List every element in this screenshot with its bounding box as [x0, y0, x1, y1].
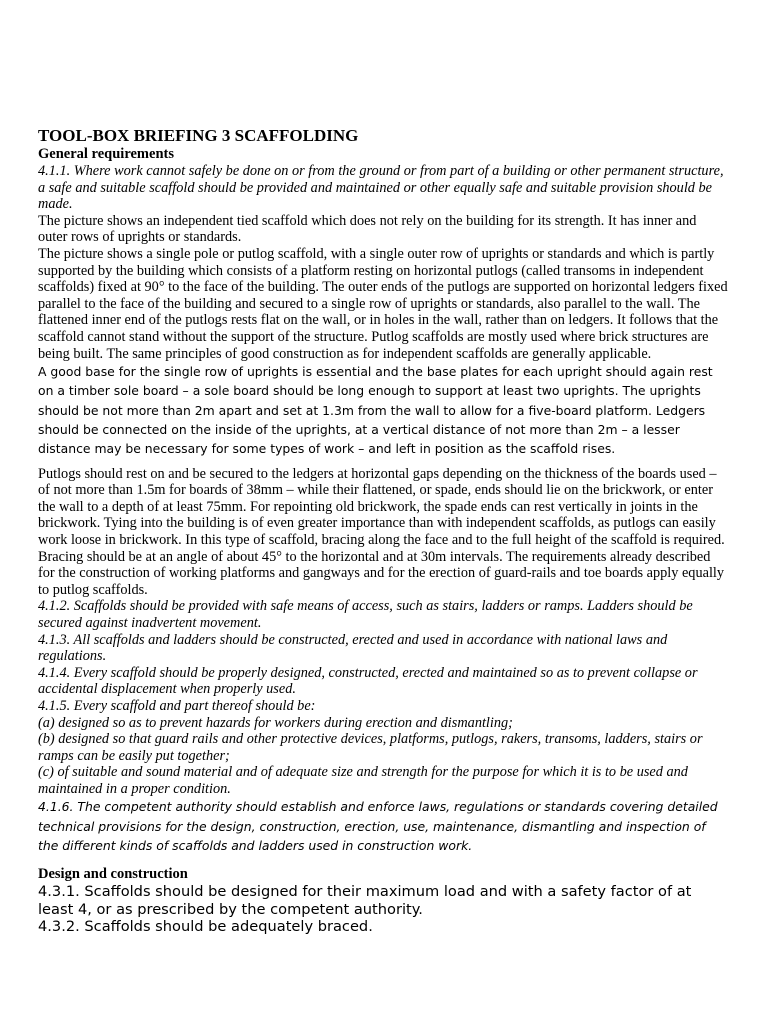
- clause-4-1-1: 4.1.1. Where work cannot safely be done on or from the ground or from part of a building or other permanent structure, a safe and suitable scaffold should be provided and maintained or other equally safe and suitable provision should be made.: [38, 163, 724, 213]
- section-heading-design: Design and construction: [38, 866, 188, 883]
- paragraph-putlog-scaffold: The picture shows a single pole or putlog scaffold, with a single outer row of uprights or standards and which is partly supported by the building which consists of a platform resting on horizontal putlogs (called transoms in independent scaffolds) fixed at 90° to the face of the building. The outer ends of the putlogs are supported on horizontal ledgers fixed parallel to the face of the building and secured to a single row of uprights or standards, also parallel to the wall. The flattened inner end of the putlogs rests flat on the wall, or in holes in the wall, rather than on ledgers. It follows that the scaffold cannot stand without the support of the structure. Putlog scaffolds are mostly used where brick structures are being built. The same principles of good construction as for independent scaffolds are generally applicable.: [38, 245, 728, 362]
- clause-4-3-2: 4.3.2. Scaffolds should be adequately braced.: [38, 917, 373, 935]
- paragraph-base: A good base for the single row of uprights is essential and the base plates for each upright should again rest on a timber sole board – a sole board should be long enough to support at least two uprights. The uprights should be not more than 2m apart and set at 1.3m from the wall to allow for a five-board platform. Ledgers should be connected on the inside of the uprights, at a vertical distance of not more than 2m – a lesser distance may be necessary for some types of work – and left in position as the scaffold rises.: [38, 364, 713, 457]
- clause-4-3-1: 4.3.1. Scaffolds should be designed for their maximum load and with a safety factor of at least 4, or as prescribed by the competent authority.: [38, 883, 692, 918]
- clause-4-1-5-b: (b) designed so that guard rails and other protective devices, platforms, putlogs, rakers, transoms, ladders, stairs or ramps can be easily put together;: [38, 731, 703, 764]
- paragraph-putlogs-rest: Putlogs should rest on and be secured to the ledgers at horizontal gaps depending on the thickness of the boards used – of not more than 1.5m for boards of 38mm – while their flattened, or spade, ends should lie on the brickwork, or enter the wall to a depth of at least 75mm. For repointing old brickwork, the spade ends can rest vertically in joints in the brickwork. Tying into the building is of even greater importance than with independent scaffolds, as putlogs can easily work loose in brickwork. In this type of scaffold, bracing along the face and to the full height of the scaffold is required. Bracing should be at an angle of about 45° to the horizontal and at 30m intervals. The requirements already described for the construction of working platforms and gangways and for the erection of guard-rails and toe boards apply equally to putlog scaffolds.: [38, 465, 725, 598]
- clause-4-1-4: 4.1.4. Every scaffold should be properly designed, constructed, erected and maintained so as to prevent collapse or accidental displacement when properly used.: [38, 664, 698, 698]
- clause-4-1-6: 4.1.6. The competent authority should establish and enforce laws, regulations or standards covering detailed technical provisions for the design, construction, erection, use, maintenance, dismantling and inspection of the different kinds of scaffolds and ladders used in construction work.: [38, 799, 718, 854]
- document-page: [38, 126, 728, 935]
- document-title: TOOL-BOX BRIEFING 3 SCAFFOLDING: [38, 126, 359, 145]
- clause-4-1-5: 4.1.5. Every scaffold and part thereof should be:: [38, 697, 316, 714]
- clause-4-1-3: 4.1.3. All scaffolds and ladders should be constructed, erected and used in accordance with national laws and regulations.: [38, 631, 668, 665]
- clause-4-1-2: 4.1.2. Scaffolds should be provided with safe means of access, such as stairs, ladders or ramps. Ladders should be secured against inadvertent movement.: [38, 598, 693, 631]
- clause-4-1-5-c: (c) of suitable and sound material and of adequate size and strength for the purpose for which it is to be used and maintained in a proper condition.: [38, 764, 688, 797]
- clause-4-1-5-a: (a) designed so as to prevent hazards for workers during erection and dismantling;: [38, 714, 513, 731]
- section-heading-general: General requirements: [38, 146, 174, 162]
- paragraph-independent-scaffold: The picture shows an independent tied scaffold which does not rely on the building for its strength. It has inner and outer rows of uprights or standards.: [38, 212, 697, 246]
